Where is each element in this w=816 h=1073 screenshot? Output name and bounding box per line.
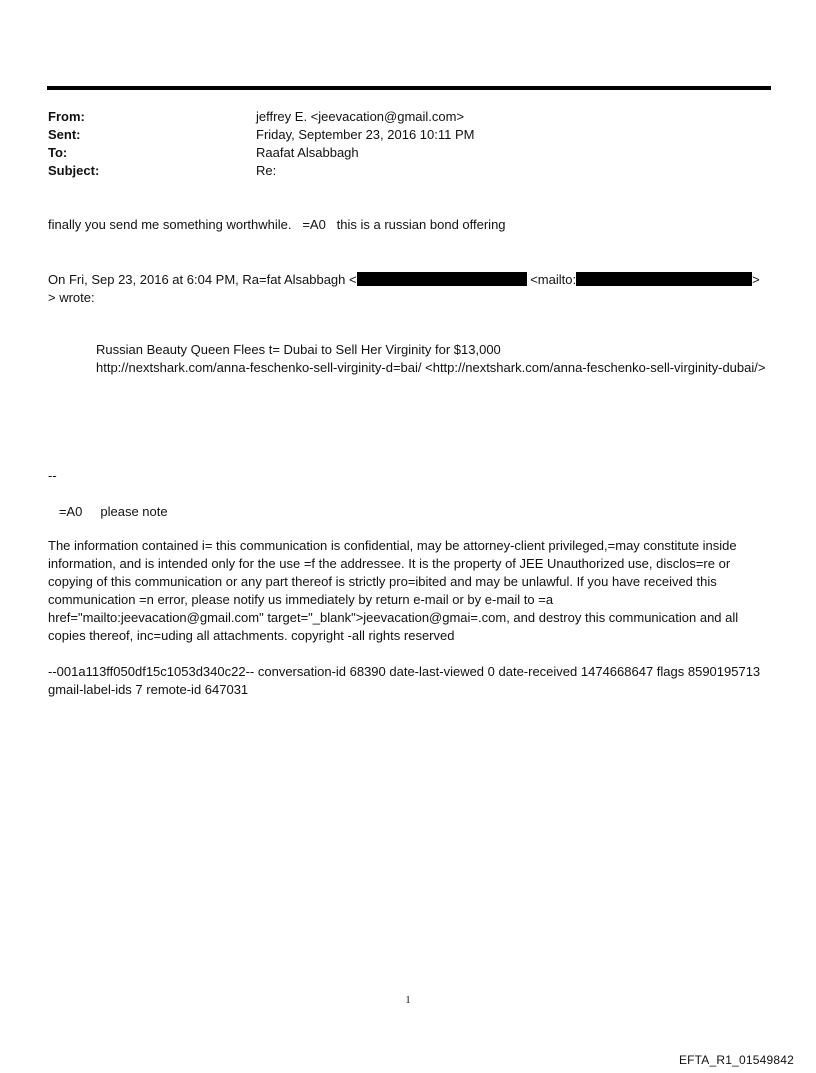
subject-value: Re: <box>256 163 277 178</box>
confidentiality-disclaimer: The information contained i= this communication is confidential, may be attorney-client privileged,=may constitute inside information, and is intended only for the use =f the addressee. It is the property of JEE Unauthorized use, disclos=re or copying of this communication or any part thereof is strictly pro=ibited and may be unlawful. If you have received this communication =n error, please notify us immediately by return e-mail or by e-mail to =a href="mailto:jeevacation@gmail.com" target="_blank">jeevacation@gmai=.com, and destroy this communication and all copies thereof, inc=uding all attachments. copyright -all rights reserved <box>48 538 739 643</box>
page-number: 1 <box>405 994 411 1006</box>
signature-separator: -- <box>48 468 57 483</box>
quoted-title: Russian Beauty Queen Flees t= Dubai to Sell Her Virginity for $13,000 <box>96 342 501 357</box>
to-row <box>48 144 474 162</box>
quote-intro <box>48 271 760 289</box>
subject-label: Subject: <box>48 163 100 178</box>
sent-value: Friday, September 23, 2016 10:11 PM <box>256 127 475 142</box>
from-label: From: <box>48 109 85 124</box>
signature-note: =A0 please note <box>48 504 168 519</box>
redaction-block <box>576 272 752 286</box>
to-value: Raafat Alsabbagh <box>256 145 359 160</box>
quoted-link[interactable]: http://nextshark.com/anna-feschenko-sell-virginity-d=bai/ <http://nextshark.com/anna-feschenko-sell-virginity-dubai/> <box>96 360 766 375</box>
sent-label: Sent: <box>48 127 81 142</box>
quoted-content <box>48 341 772 377</box>
quote-intro-part1: On Fri, Sep 23, 2016 at 6:04 PM, Ra=fat Alsabbagh < <box>48 272 357 287</box>
email-header <box>48 108 474 180</box>
sent-row <box>48 126 474 144</box>
reply-line: finally you send me something worthwhile. =A0 this is a russian bond offering <box>48 217 506 232</box>
quote-intro-part3: > <box>752 272 760 287</box>
message-metadata: --001a113ff050df15c1053d340c22-- conversation-id 68390 date-last-viewed 0 date-received 1474668647 flags 8590195713 gmail-label-ids 7 remote-id 647031 <box>48 664 761 697</box>
quote-intro-wrote: > wrote: <box>48 290 95 305</box>
header-rule <box>47 86 771 90</box>
from-value: jeffrey E. <jeevacation@gmail.com> <box>256 109 465 124</box>
from-row <box>48 108 474 126</box>
subject-row <box>48 162 474 180</box>
redaction-block <box>357 272 527 286</box>
quote-intro-part2: <mailto: <box>526 272 577 287</box>
to-label: To: <box>48 145 68 160</box>
document-id: EFTA_R1_01549842 <box>678 1053 794 1067</box>
